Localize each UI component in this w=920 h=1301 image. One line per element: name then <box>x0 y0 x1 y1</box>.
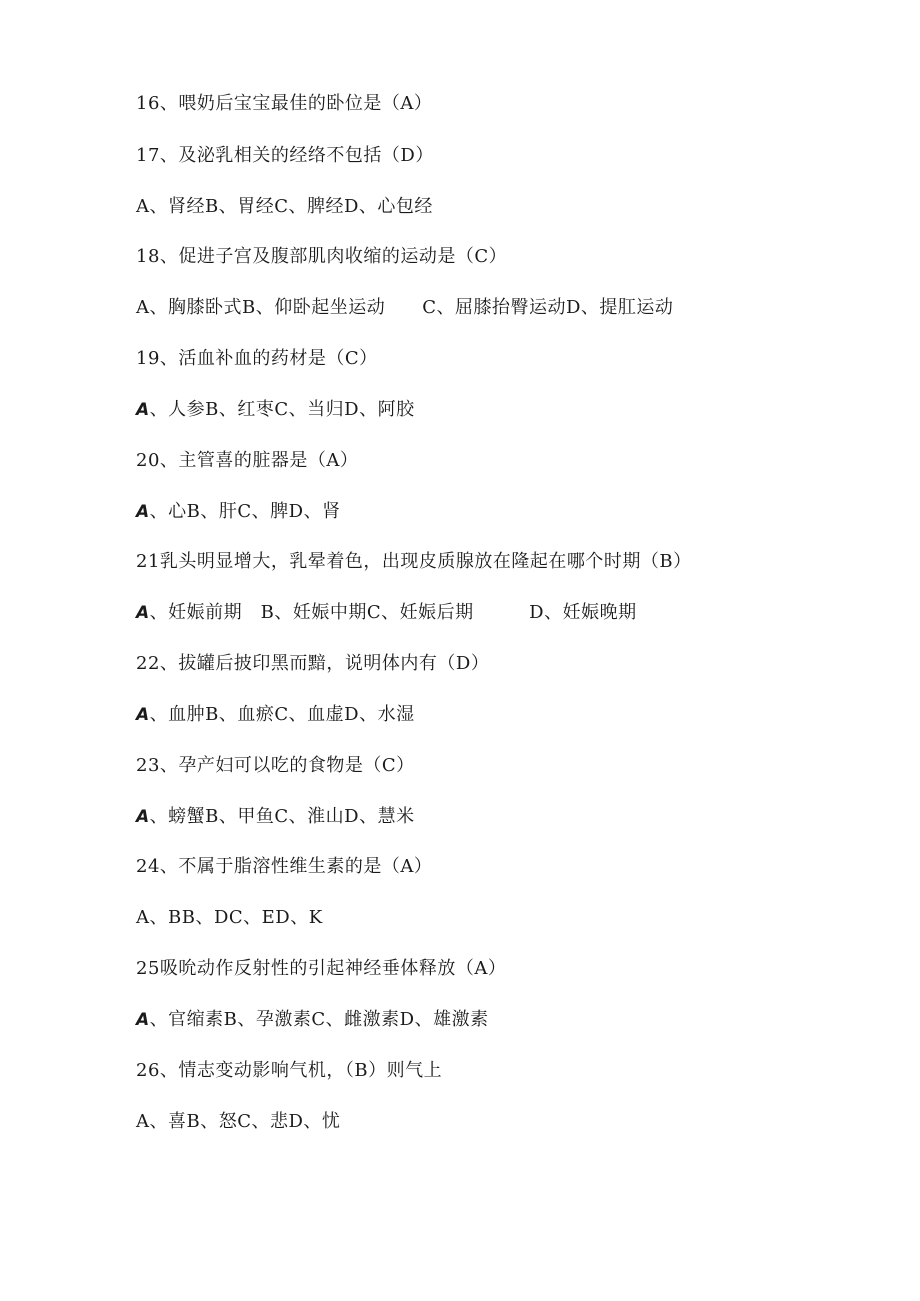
question-18: 18、促进子宫及腹部肌肉收缩的运动是（C） <box>136 246 508 267</box>
question-23: 23、孕产妇可以吃的食物是（C） <box>136 755 415 776</box>
option-text: 、妊娠前期 B、妊娠中期C、妊娠后期 D、妊娠晚期 <box>149 602 637 623</box>
question-24-options: A、BB、DC、ED、K <box>136 907 323 928</box>
question-24: 24、不属于脂溶性维生素的是（A） <box>136 856 433 877</box>
question-21-options <box>136 598 637 628</box>
option-lead-letter: A <box>136 807 150 827</box>
question-26: 26、情志变动影响气机，（B）则气上 <box>136 1060 443 1081</box>
question-17: 17、及泌乳相关的经络不包括（D） <box>136 145 434 166</box>
option-lead-letter: A <box>136 603 150 623</box>
question-18-options: A、胸膝卧式B、仰卧起坐运动 C、屈膝抬臀运动D、提肛运动 <box>136 297 674 318</box>
option-text: 、螃蟹B、甲鱼C、淮山D、慧米 <box>149 806 415 827</box>
question-20: 20、主管喜的脏器是（A） <box>136 450 359 471</box>
question-20-options <box>136 497 341 527</box>
question-19: 19、活血补血的药材是（C） <box>136 348 378 369</box>
option-text: 、官缩素B、孕激素C、雌激素D、雄激素 <box>149 1009 489 1030</box>
option-lead-letter: A <box>136 502 150 522</box>
question-23-options <box>136 802 415 832</box>
question-26-options: A、喜B、怒C、悲D、忧 <box>136 1111 341 1132</box>
option-lead-letter: A <box>136 400 150 420</box>
question-21: 21乳头明显增大，乳晕着色，出现皮质腺放在隆起在哪个时期（B） <box>136 551 692 572</box>
question-17-options: A、肾经B、胃经C、脾经D、心包经 <box>136 196 433 217</box>
question-25-options <box>136 1005 489 1035</box>
option-lead-letter: A <box>136 1010 150 1030</box>
question-16: 16、喂奶后宝宝最佳的卧位是（A） <box>136 93 433 114</box>
option-text: 、血肿B、血瘀C、血虚D、水湿 <box>149 704 415 725</box>
option-lead-letter: A <box>136 705 150 725</box>
option-text: 、心B、肝C、脾D、肾 <box>149 501 341 522</box>
question-19-options <box>136 395 415 425</box>
question-22-options <box>136 700 415 730</box>
question-25: 25吸吮动作反射性的引起神经垂体释放（A） <box>136 958 507 979</box>
question-22: 22、拔罐后披印黑而黯，说明体内有（D） <box>136 653 490 674</box>
option-text: 、人参B、红枣C、当归D、阿胶 <box>149 399 415 420</box>
